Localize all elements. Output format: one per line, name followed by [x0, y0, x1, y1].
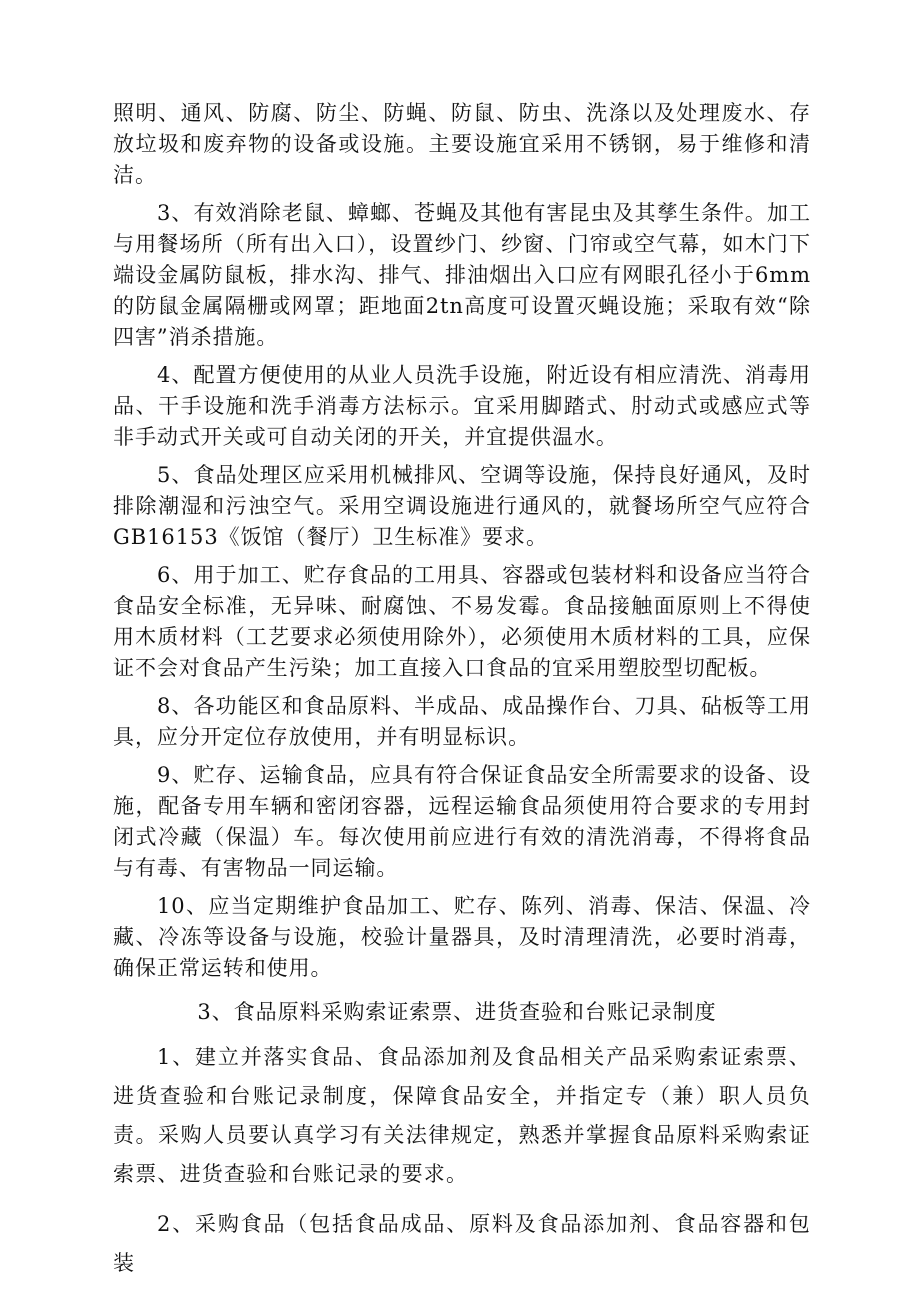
paragraph-item-6-utensils: 6、用于加工、贮存食品的工用具、容器或包装材料和设备应当符合食品安全标准，无异味、耐腐蚀、不易发霉。食品接触面原则上不得使用木质材料（工艺要求必须使用除外），必须使用木质材料的工具，应保证不会对食品产生污染；加工直接入口食品的宜采用塑胶型切配板。	[113, 563, 811, 680]
paragraph-facilities-continued: 照明、通风、防腐、防尘、防蝇、防鼠、防虫、洗涤以及处理废水、存放垃圾和废弃物的设备或设施。主要设施宜采用不锈钢，易于维修和清洁。	[113, 101, 811, 187]
paragraph-item-8-function-areas: 8、各功能区和食品原料、半成品、成品操作台、刀具、砧板等工用具，应分开定位存放使用，并有明显标识。	[113, 694, 811, 749]
paragraph-procurement-1: 1、建立并落实食品、食品添加剂及食品相关产品采购索证索票、进货查验和台账记录制度，保障食品安全，并指定专（兼）职人员负责。采购人员要认真学习有关法律规定，熟悉并掌握食品原料采购索证索票、进货查验和台账记录的要求。	[113, 1045, 811, 1186]
document-page	[113, 98, 811, 1283]
paragraph-item-9-transport: 9、贮存、运输食品，应具有符合保证食品安全所需要求的设备、设施，配备专用车辆和密闭容器，远程运输食品须使用符合要求的专用封闭式冷藏（保温）车。每次使用前应进行有效的清洗消毒，不得将食品与有毒、有害物品一同运输。	[113, 763, 811, 880]
paragraph-item-5-ventilation: 5、食品处理区应采用机械排风、空调等设施，保持良好通风，及时排除潮湿和污浊空气。采用空调设施进行通风的，就餐场所空气应符合GB16153《饭馆（餐厅）卫生标准》要求。	[113, 463, 811, 549]
paragraph-procurement-2: 2、采购食品（包括食品成品、原料及食品添加剂、食品容器和包装	[113, 1212, 811, 1275]
paragraph-item-10-maintenance: 10、应当定期维护食品加工、贮存、陈列、消毒、保洁、保温、冷藏、冷冻等设备与设施，校验计量器具，及时清理清洗，必要时消毒，确保正常运转和使用。	[113, 894, 811, 980]
section-heading: 3、食品原料采购索证索票、进货查验和台账记录制度	[197, 1000, 717, 1024]
paragraph-item-3-pest-control: 3、有效消除老鼠、蟑螂、苍蝇及其他有害昆虫及其孳生条件。加工与用餐场所（所有出入口），设置纱门、纱窗、门帘或空气幕，如木门下端设金属防鼠板，排水沟、排气、排油烟出入口应有网眼孔径小于6mm的防鼠金属隔栅或网罩；距地面2tn高度可设置灭蝇设施；采取有效“除四害”消杀措施。	[113, 201, 811, 349]
paragraph-item-4-handwashing: 4、配置方便使用的从业人员洗手设施，附近设有相应清洗、消毒用品、干手设施和洗手消毒方法标示。宜采用脚踏式、肘动式或感应式等非手动式开关或可自动关闭的开关，并宜提供温水。	[113, 363, 811, 449]
